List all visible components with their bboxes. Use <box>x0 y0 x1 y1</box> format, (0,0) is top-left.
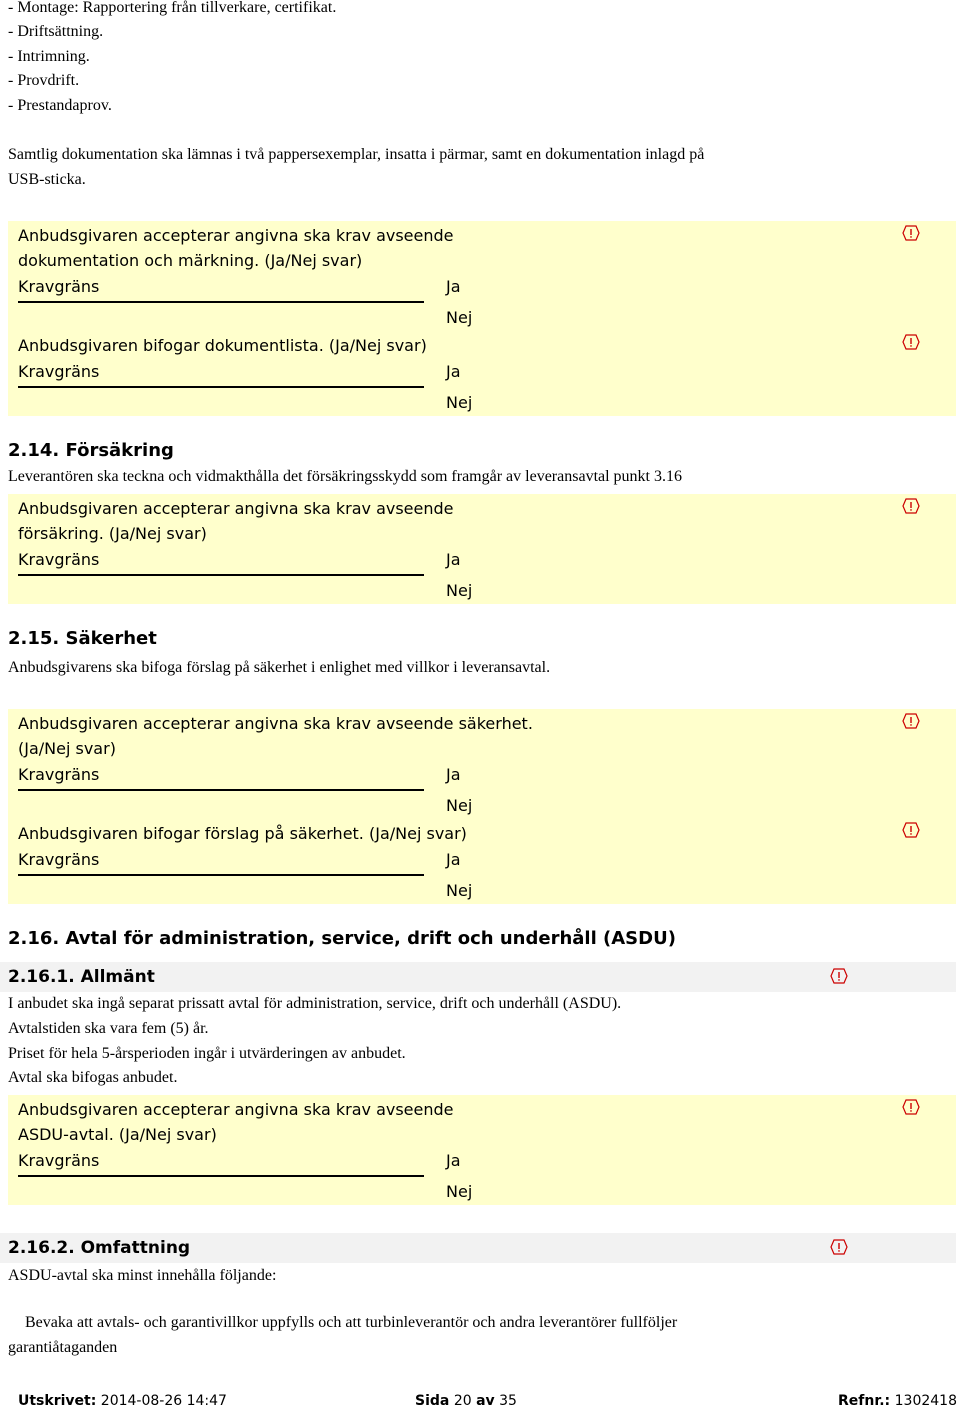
heading-band-2-16-2 <box>0 1233 956 1263</box>
warning-icon <box>902 334 920 350</box>
paragraph-2-16-2: ASDU-avtal ska minst innehålla följande: <box>8 1267 277 1284</box>
footer-printed-value: 2014-08-26 14:47 <box>100 1393 227 1409</box>
answer-underline <box>18 301 424 303</box>
answer-underline <box>18 874 424 876</box>
option-nej[interactable]: Nej <box>446 393 473 412</box>
footer-ref-label: Refnr.: <box>838 1393 891 1409</box>
warning-icon <box>830 1239 848 1255</box>
question-text: Anbudsgivaren accepterar angivna ska krav avseende <box>18 226 454 245</box>
paragraph-2-16-1-line: Avtalstiden ska vara fem (5) år. <box>8 1020 209 1037</box>
question-text: ASDU-avtal. (Ja/Nej svar) <box>18 1125 217 1144</box>
answer-underline <box>18 789 424 791</box>
bullet-item-line-1: Bevaka att avtals- och garantivillkor uppfylls och att turbinleverantör och andra leverantörer fullföljer <box>25 1314 678 1331</box>
footer-printed-label: Utskrivet: <box>18 1393 97 1409</box>
option-ja[interactable]: Ja <box>446 765 461 784</box>
answer-underline <box>18 386 424 388</box>
heading-2-14: 2.14. Försäkring <box>8 440 174 461</box>
intro-line-montage: - Montage: Rapportering från tillverkare, certifikat. <box>8 0 337 16</box>
bullet-item-line-2: garantiåtaganden <box>8 1339 118 1356</box>
footer-page-current: 20 <box>453 1393 472 1409</box>
footer-ref-value: 1302418 <box>894 1393 957 1409</box>
question-box-insurance <box>8 494 956 604</box>
heading-2-15: 2.15. Säkerhet <box>8 628 157 649</box>
kravgrans-label: Kravgräns <box>18 362 100 381</box>
footer-printed <box>18 1392 227 1410</box>
paragraph-2-15: Anbudsgivarens ska bifoga förslag på säkerhet i enlighet med villkor i leveransavtal. <box>8 659 551 676</box>
option-nej[interactable]: Nej <box>446 796 473 815</box>
question-box-security <box>8 709 956 904</box>
heading-2-16: 2.16. Avtal för administration, service, drift och underhåll (ASDU) <box>8 928 676 949</box>
kravgrans-label: Kravgräns <box>18 765 100 784</box>
kravgrans-label: Kravgräns <box>18 550 100 569</box>
answer-underline <box>18 574 424 576</box>
heading-2-16-2: 2.16.2. Omfattning <box>8 1238 191 1258</box>
kravgrans-label: Kravgräns <box>18 277 100 296</box>
question-box-documentation <box>8 221 956 416</box>
option-ja[interactable]: Ja <box>446 1151 461 1170</box>
option-ja[interactable]: Ja <box>446 550 461 569</box>
footer-page-of: av <box>476 1393 495 1409</box>
option-ja[interactable]: Ja <box>446 850 461 869</box>
question-text: dokumentation och märkning. (Ja/Nej svar) <box>18 251 363 270</box>
warning-icon <box>902 822 920 838</box>
warning-icon <box>902 1099 920 1115</box>
question-text: Anbudsgivaren bifogar förslag på säkerhet. (Ja/Nej svar) <box>18 824 467 843</box>
warning-icon <box>902 498 920 514</box>
question-text: (Ja/Nej svar) <box>18 739 116 758</box>
intro-line-driftsattning: - Driftsättning. <box>8 23 104 40</box>
answer-underline <box>18 1175 424 1177</box>
question-text: Anbudsgivaren accepterar angivna ska krav avseende <box>18 1100 454 1119</box>
warning-icon <box>902 225 920 241</box>
paragraph-2-14: Leverantören ska teckna och vidmakthålla det försäkringsskydd som framgår av leveransavtal punkt 3.16 <box>8 468 682 485</box>
doc-paragraph-line-2: USB-sticka. <box>8 171 86 188</box>
heading-band-2-16-1 <box>0 962 956 992</box>
question-text: Anbudsgivaren accepterar angivna ska krav avseende säkerhet. <box>18 714 533 733</box>
question-text: Anbudsgivaren bifogar dokumentlista. (Ja/Nej svar) <box>18 336 427 355</box>
intro-line-intrimning: - Intrimning. <box>8 48 90 65</box>
paragraph-2-16-1-line: Priset för hela 5-årsperioden ingår i utvärderingen av anbudet. <box>8 1045 406 1062</box>
paragraph-2-16-1-line: I anbudet ska ingå separat prissatt avtal för administration, service, drift och underhåll (ASDU). <box>8 995 622 1012</box>
intro-line-prestandaprov: - Prestandaprov. <box>8 97 112 114</box>
question-text: Anbudsgivaren accepterar angivna ska krav avseende <box>18 499 454 518</box>
footer-page-label: Sida <box>415 1393 450 1409</box>
heading-2-16-1: 2.16.1. Allmänt <box>8 967 155 987</box>
option-nej[interactable]: Nej <box>446 881 473 900</box>
kravgrans-label: Kravgräns <box>18 850 100 869</box>
option-nej[interactable]: Nej <box>446 581 473 600</box>
footer-page-total: 35 <box>499 1393 517 1409</box>
doc-paragraph-line-1: Samtlig dokumentation ska lämnas i två pappersexemplar, insatta i pärmar, samt en dokumentation inlagd på <box>8 146 705 163</box>
question-text: försäkring. (Ja/Nej svar) <box>18 524 207 543</box>
option-nej[interactable]: Nej <box>446 308 473 327</box>
kravgrans-label: Kravgräns <box>18 1151 100 1170</box>
option-ja[interactable]: Ja <box>446 277 461 296</box>
option-nej[interactable]: Nej <box>446 1182 473 1201</box>
paragraph-2-16-1-line: Avtal ska bifogas anbudet. <box>8 1069 178 1086</box>
intro-line-provdrift: - Provdrift. <box>8 72 80 89</box>
question-box-asdu <box>8 1095 956 1205</box>
footer-page <box>415 1392 517 1410</box>
option-ja[interactable]: Ja <box>446 362 461 381</box>
warning-icon <box>830 968 848 984</box>
warning-icon <box>902 713 920 729</box>
footer-ref <box>838 1392 957 1410</box>
